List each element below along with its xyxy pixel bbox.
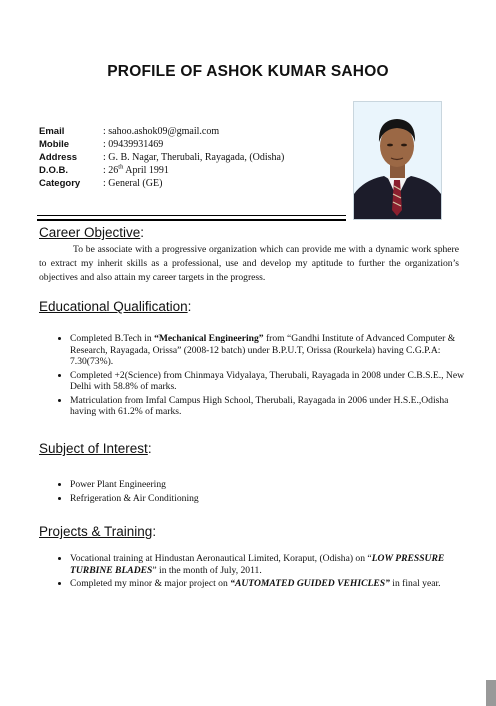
item-text: Completed B.Tech in bbox=[70, 333, 155, 344]
heading-colon: : bbox=[152, 524, 157, 539]
dob-rest: April 1991 bbox=[123, 165, 169, 176]
item-bold-text: “AUTOMATED GUIDED VEHICLES” bbox=[230, 578, 390, 589]
dob-day: : 26 bbox=[103, 165, 119, 176]
section-heading-projects bbox=[39, 524, 156, 539]
list-item bbox=[70, 553, 470, 576]
info-value: : sahoo.ashok09@gmail.com bbox=[103, 126, 220, 137]
profile-photo bbox=[353, 101, 442, 220]
section-heading-career bbox=[39, 225, 144, 240]
page-title: PROFILE OF ASHOK KUMAR SAHOO bbox=[107, 63, 389, 80]
heading-text: Projects & Training bbox=[39, 524, 153, 539]
list-item: • Refrigeration & Air Conditioning bbox=[70, 493, 470, 505]
info-label: Email bbox=[39, 126, 65, 137]
item-bold-text: LOW PRESSURE TURBINE BLADES bbox=[70, 553, 445, 576]
list-item: • Matriculation from Imfal Campus High School, Therubali, Rayagada in 2006 under H.S.E.,Odisha having with 61.2% of marks. bbox=[70, 395, 470, 418]
projects-list bbox=[54, 553, 470, 592]
info-row-email bbox=[39, 125, 284, 138]
info-row-dob bbox=[39, 164, 284, 177]
item-text: Vocational training at Hindustan Aeronautical Limited, Koraput, (Odisha) on “ bbox=[70, 553, 372, 564]
info-label: D.O.B. bbox=[39, 165, 69, 176]
item-text: from “Gandhi Institute of Advanced Computer & Research, Rayagada, Orissa” (2008-12 batch) under B.P.U.T, Orissa (Rourkela) having C.G.P.A: 7.30(73%). bbox=[70, 333, 456, 367]
heading-text: Educational Qualification bbox=[39, 299, 188, 314]
education-list bbox=[54, 333, 470, 420]
heading-text: Subject of Interest bbox=[39, 441, 148, 456]
item-text: ” in the month of July, 2011. bbox=[152, 564, 262, 576]
list-item: • Completed +2(Science) from Chinmaya Vidyalaya, Therubali, Rayagada in 2008 under C.B.S.E., New Delhi with 58.8% of marks. bbox=[70, 370, 470, 393]
info-row-mobile bbox=[39, 138, 284, 151]
info-value bbox=[103, 164, 169, 177]
divider-thin bbox=[37, 215, 346, 216]
career-objective-text: To be associate with a progressive organization which can provide me with a dynamic work sphere to extract my inherit skills as a professional, use and develop my aptitude to further the organization’s objectives and also attain my career targets in the progress. bbox=[39, 244, 459, 283]
divider-thick bbox=[37, 219, 346, 221]
item-text: Completed my minor & major project on bbox=[70, 578, 231, 589]
section-heading-interest bbox=[39, 441, 152, 456]
info-label: Mobile bbox=[39, 139, 70, 150]
info-value: : 09439931469 bbox=[103, 139, 164, 150]
item-bold-text: “Mechanical Engineering” bbox=[154, 333, 264, 344]
info-value: : General (GE) bbox=[103, 178, 163, 189]
info-label: Category bbox=[39, 178, 81, 189]
list-item bbox=[70, 578, 470, 590]
section-heading-education bbox=[39, 299, 191, 314]
heading-colon: : bbox=[187, 299, 192, 314]
page-corner-mark bbox=[486, 680, 496, 706]
info-value: : G. B. Nagar, Therubali, Rayagada, (Odisha) bbox=[103, 152, 285, 163]
heading-colon: : bbox=[147, 441, 152, 456]
heading-colon: : bbox=[140, 225, 145, 240]
interest-list bbox=[54, 479, 470, 506]
list-item bbox=[70, 333, 470, 368]
personal-info bbox=[39, 125, 284, 190]
heading-text: Career Objective bbox=[39, 225, 141, 240]
info-label: Address bbox=[39, 152, 78, 163]
item-text: in final year. bbox=[389, 578, 441, 589]
list-item: • Power Plant Engineering bbox=[70, 479, 470, 491]
info-row-category bbox=[39, 177, 284, 190]
info-row-address bbox=[39, 151, 284, 164]
dob-suffix: th bbox=[118, 163, 124, 171]
